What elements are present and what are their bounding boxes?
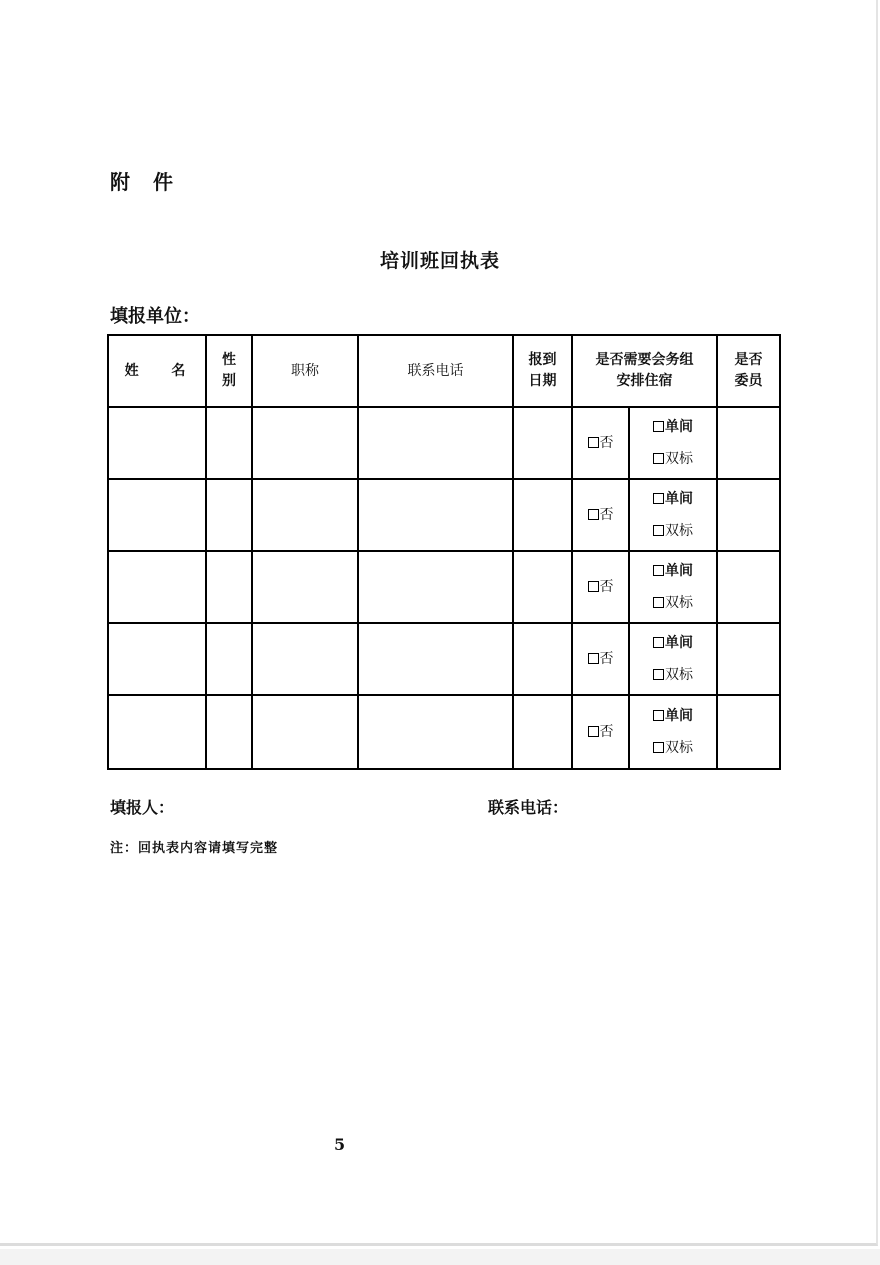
form-title: 培训班回执表 — [379, 250, 500, 272]
checkbox-icon[interactable] — [588, 437, 599, 448]
phone-cell[interactable] — [358, 407, 513, 479]
checkbox-icon[interactable] — [653, 597, 664, 608]
single-room-label: 单间 — [665, 708, 693, 724]
lodging-no-label: 否 — [599, 723, 614, 740]
name-cell[interactable] — [108, 623, 206, 695]
lodging-no-cell — [572, 623, 629, 695]
lodging-no-label: 否 — [599, 506, 614, 523]
header-member-line1: 是否 — [734, 352, 763, 368]
lodging-no-cell — [572, 479, 629, 551]
checkbox-icon[interactable] — [653, 421, 664, 432]
header-gender-line2: 别 — [222, 373, 236, 389]
name-cell[interactable] — [108, 407, 206, 479]
header-name: 姓 名 — [108, 335, 206, 407]
checkbox-icon[interactable] — [588, 726, 599, 737]
double-room-label: 双标 — [665, 740, 693, 756]
single-room-option[interactable] — [630, 700, 716, 732]
arrival-date-cell[interactable] — [513, 407, 572, 479]
name-cell[interactable] — [108, 695, 206, 769]
checkbox-icon[interactable] — [653, 742, 664, 753]
checkbox-icon[interactable] — [588, 509, 599, 520]
gender-cell[interactable] — [206, 479, 252, 551]
phone-cell[interactable] — [358, 479, 513, 551]
header-arrival-date — [513, 335, 572, 407]
arrival-date-cell[interactable] — [513, 479, 572, 551]
table-row — [108, 551, 780, 623]
lodging-no-option[interactable] — [588, 435, 614, 451]
arrival-date-cell[interactable] — [513, 551, 572, 623]
gender-cell[interactable] — [206, 695, 252, 769]
header-arrival-line1: 报到 — [528, 352, 557, 368]
lodging-no-cell — [572, 551, 629, 623]
single-room-label: 单间 — [665, 563, 693, 579]
table-header-row — [108, 335, 780, 407]
table-row — [108, 695, 780, 769]
receipt-table — [107, 334, 781, 770]
title-cell[interactable] — [252, 551, 358, 623]
title-cell[interactable] — [252, 695, 358, 769]
phone-cell[interactable] — [358, 695, 513, 769]
title-cell[interactable] — [252, 623, 358, 695]
single-room-option[interactable] — [630, 411, 716, 443]
header-title: 职称 — [252, 335, 358, 407]
lodging-no-option[interactable] — [588, 579, 614, 595]
double-room-label: 双标 — [665, 667, 693, 683]
checkbox-icon[interactable] — [588, 581, 599, 592]
checkbox-icon[interactable] — [588, 653, 599, 664]
header-lodging-line2: 安排住宿 — [616, 373, 673, 389]
gender-cell[interactable] — [206, 407, 252, 479]
lodging-no-option[interactable] — [588, 724, 614, 740]
header-gender — [206, 335, 252, 407]
lodging-no-label: 否 — [599, 650, 614, 667]
checkbox-icon[interactable] — [653, 669, 664, 680]
double-room-label: 双标 — [665, 451, 693, 467]
member-cell[interactable] — [717, 479, 780, 551]
checkbox-icon[interactable] — [653, 710, 664, 721]
arrival-date-cell[interactable] — [513, 623, 572, 695]
double-room-option[interactable] — [630, 659, 716, 691]
filler-label: 填报人： — [110, 798, 175, 817]
double-room-label: 双标 — [665, 595, 693, 611]
table-row — [108, 623, 780, 695]
checkbox-icon[interactable] — [653, 493, 664, 504]
checkbox-icon[interactable] — [653, 565, 664, 576]
name-cell[interactable] — [108, 479, 206, 551]
lodging-no-label: 否 — [599, 434, 614, 451]
note-text: 注：回执表内容请填写完整 — [110, 841, 279, 856]
header-gender-line1: 性 — [222, 352, 236, 368]
single-room-option[interactable] — [630, 555, 716, 587]
double-room-option[interactable] — [630, 515, 716, 547]
member-cell[interactable] — [717, 623, 780, 695]
single-room-option[interactable] — [630, 627, 716, 659]
phone-cell[interactable] — [358, 551, 513, 623]
single-room-label: 单间 — [665, 635, 693, 651]
lodging-room-cell — [629, 551, 717, 623]
checkbox-icon[interactable] — [653, 637, 664, 648]
checkbox-icon[interactable] — [653, 525, 664, 536]
header-phone: 联系电话 — [358, 335, 513, 407]
arrival-date-cell[interactable] — [513, 695, 572, 769]
lodging-no-label: 否 — [599, 578, 614, 595]
double-room-option[interactable] — [630, 443, 716, 475]
lodging-no-cell — [572, 695, 629, 769]
table-row — [108, 479, 780, 551]
double-room-option[interactable] — [630, 587, 716, 619]
gender-cell[interactable] — [206, 623, 252, 695]
single-room-option[interactable] — [630, 483, 716, 515]
page-number: 5 — [334, 1135, 346, 1154]
header-lodging — [572, 335, 717, 407]
lodging-room-cell — [629, 695, 717, 769]
viewer-background — [0, 1249, 880, 1265]
header-arrival-line2: 日期 — [528, 373, 557, 389]
lodging-room-cell — [629, 623, 717, 695]
double-room-option[interactable] — [630, 732, 716, 764]
lodging-no-cell — [572, 407, 629, 479]
header-lodging-line1: 是否需要会务组 — [595, 352, 694, 368]
member-cell[interactable] — [717, 407, 780, 479]
header-member-line2: 委员 — [734, 373, 763, 389]
unit-label: 填报单位： — [110, 306, 200, 327]
lodging-room-cell — [629, 407, 717, 479]
checkbox-icon[interactable] — [653, 453, 664, 464]
header-member — [717, 335, 780, 407]
table-row — [108, 407, 780, 479]
contact-phone-label: 联系电话： — [488, 798, 569, 817]
attachment-label: 附 件 — [110, 170, 181, 194]
name-cell[interactable] — [108, 551, 206, 623]
phone-cell[interactable] — [358, 623, 513, 695]
member-cell[interactable] — [717, 551, 780, 623]
gender-cell[interactable] — [206, 551, 252, 623]
double-room-label: 双标 — [665, 523, 693, 539]
member-cell[interactable] — [717, 695, 780, 769]
lodging-no-option[interactable] — [588, 507, 614, 523]
title-cell[interactable] — [252, 407, 358, 479]
lodging-room-cell — [629, 479, 717, 551]
single-room-label: 单间 — [665, 419, 693, 435]
lodging-no-option[interactable] — [588, 651, 614, 667]
title-cell[interactable] — [252, 479, 358, 551]
single-room-label: 单间 — [665, 491, 693, 507]
